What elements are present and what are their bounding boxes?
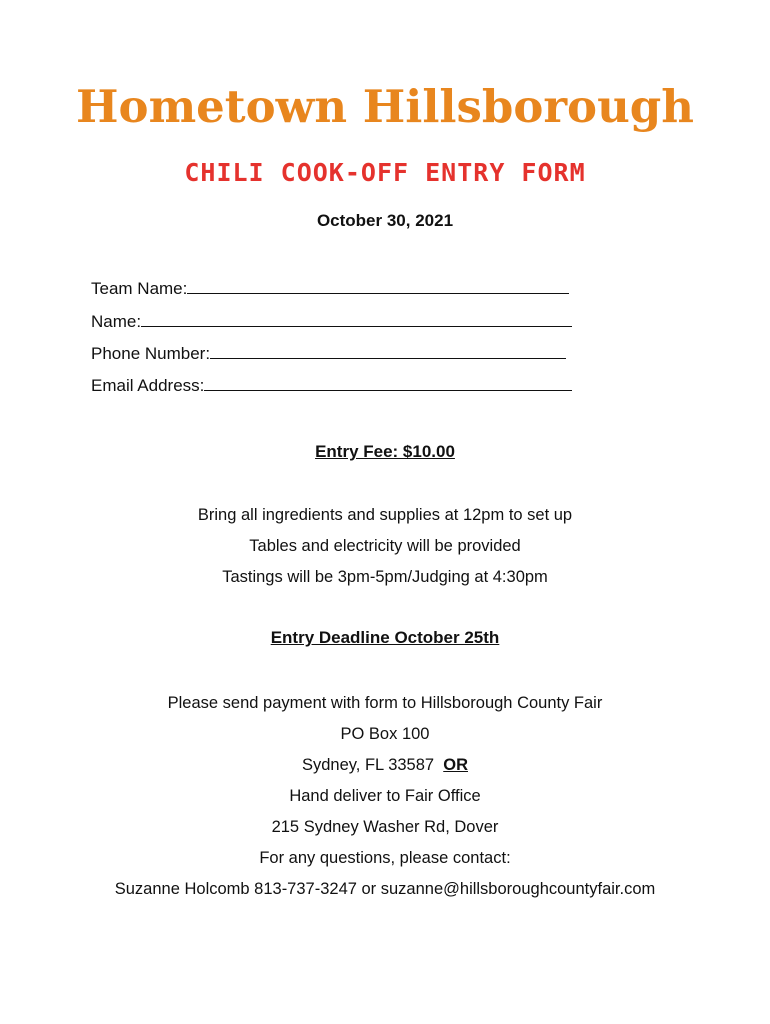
entry-fee: Entry Fee: $10.00: [315, 442, 455, 461]
info-line-tables: Tables and electricity will be provided: [249, 537, 521, 555]
contact-details: Suzanne Holcomb 813-737-3247 or suzanne@hillsboroughcountyfair.com: [114, 880, 656, 898]
team-name-label: Team Name:: [91, 279, 188, 298]
phone-number-label: Phone Number:: [91, 344, 211, 363]
form-subtitle: CHILI COOK-OFF ENTRY FORM: [184, 158, 586, 187]
info-line-setup: Bring all ingredients and supplies at 12pm to set up: [197, 506, 573, 524]
event-date: October 30, 2021: [316, 211, 454, 230]
payment-line-hand-deliver: Hand deliver to Fair Office: [289, 787, 481, 805]
email-address-field[interactable]: [91, 374, 572, 397]
phone-number-blank[interactable]: [210, 342, 566, 359]
payment-line-address: [0, 754, 770, 776]
email-address-label: Email Address:: [91, 376, 205, 395]
name-blank[interactable]: [141, 310, 572, 327]
team-name-field[interactable]: [91, 277, 569, 300]
payment-line-po-box: PO Box 100: [340, 725, 430, 743]
page-title: Hometown Hillsborough: [76, 80, 694, 133]
payment-line-send: Please send payment with form to Hillsborough County Fair: [167, 694, 603, 712]
team-name-blank[interactable]: [187, 277, 569, 294]
or-separator: OR: [443, 756, 468, 774]
email-address-blank[interactable]: [204, 374, 572, 391]
name-label: Name:: [91, 312, 142, 331]
payment-line-office-address: 215 Sydney Washer Rd, Dover: [271, 818, 499, 836]
address-city-zip: Sydney, FL 33587: [301, 756, 435, 774]
phone-number-field[interactable]: [91, 342, 566, 365]
entry-deadline: Entry Deadline October 25th: [270, 628, 500, 647]
info-line-tastings: Tastings will be 3pm-5pm/Judging at 4:30pm: [222, 568, 548, 586]
contact-prompt: For any questions, please contact:: [259, 849, 511, 867]
name-field[interactable]: [91, 310, 572, 333]
